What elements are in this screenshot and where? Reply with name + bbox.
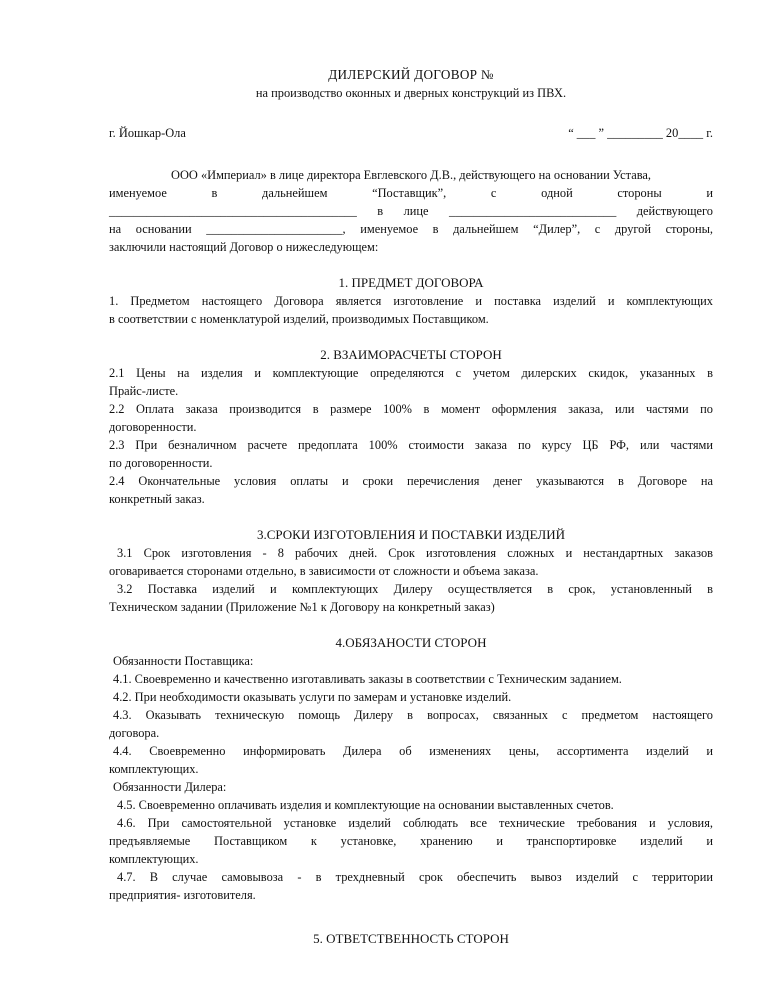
intro-line: ООО «Империал» в лице директора Евглевского Д.В., действующего на основании Устава, <box>171 168 651 182</box>
city: г. Йошкар-Ола <box>109 126 186 140</box>
clause-line: комплектующих. <box>109 762 199 776</box>
clause-line: оговаривается сторонами отдельно, в зависимости от сложности и объема заказа. <box>109 564 539 578</box>
intro-line: на основании ______________________, именуемое в дальнейшем “Дилер”, с другой стороны, <box>109 222 713 236</box>
dealer-duties-heading: Обязанности Дилера: <box>113 780 227 794</box>
clause-line: 2.3 При безналичном расчете предоплата 100% стоимости заказа по курсу ЦБ РФ, или частями <box>109 438 713 452</box>
place-date-row <box>109 124 713 142</box>
intro-line: ________________________________________ в лице ___________________________ действующего <box>109 204 713 218</box>
clause-line: 4.6. При самостоятельной установке изделий соблюдать все технические требования и условия, <box>117 816 713 830</box>
contract-date: “ ___ ” _________ 20____ г. <box>568 126 713 140</box>
clause-line: 3.1 Срок изготовления - 8 рабочих дней. Срок изготовления сложных и нестандартных заказов <box>117 546 713 560</box>
section-3-title: 3.СРОКИ ИЗГОТОВЛЕНИЯ И ПОСТАВКИ ИЗДЕЛИЙ <box>256 527 566 542</box>
clause-line: предъявляемые Поставщиком к установке, хранению и транспортировке изделий и <box>109 834 713 848</box>
clause-line: 3.2 Поставка изделий и комплектующих Дилеру осуществляется в срок, установленный в <box>117 582 713 596</box>
section-4-title: 4.ОБЯЗАНОСТИ СТОРОН <box>335 635 487 650</box>
section-4-body <box>109 652 713 904</box>
clause-line: договора. <box>109 726 160 740</box>
clause-line: 2.1 Цены на изделия и комплектующие определяются с учетом дилерских скидок, указанных в <box>109 366 713 380</box>
section-1-title: 1. ПРЕДМЕТ ДОГОВОРА <box>338 275 484 290</box>
clause-line: в соответствии с номенклатурой изделий, производимых Поставщиком. <box>109 312 489 326</box>
clause-line: Техническом задании (Приложение №1 к Договору на конкретный заказ) <box>109 600 495 614</box>
section-3-body <box>109 544 713 616</box>
clause-line: 1. Предметом настоящего Договора является изготовление и поставка изделий и комплектующих <box>109 294 713 308</box>
intro-line: именуемое в дальнейшем “Поставщик”, с одной стороны и <box>109 186 713 200</box>
clause-line: конкретный заказ. <box>109 492 205 506</box>
section-1-body <box>109 292 713 328</box>
document-subtitle: на производство оконных и дверных конструкций из ПВХ. <box>255 86 567 100</box>
clause-line: по договоренности. <box>109 456 213 470</box>
clause-line: комплектующих. <box>109 852 199 866</box>
clause-line: предприятия- изготовителя. <box>109 888 256 902</box>
contract-page <box>109 60 713 948</box>
clause-line: Прайс-листе. <box>109 384 179 398</box>
intro-line: заключили настоящий Договор о нижеследующем: <box>109 240 379 254</box>
section-5-title: 5. ОТВЕТСТВЕННОСТЬ СТОРОН <box>313 931 509 946</box>
clause-line: 4.1. Своевременно и качественно изготавливать заказы в соответствии с Техническим заданием. <box>113 672 622 686</box>
clause-line: 4.7. В случае самовывоза - в трехдневный срок обеспечить вывоз изделий с территории <box>117 870 713 884</box>
clause-line: договоренности. <box>109 420 197 434</box>
section-2-title: 2. ВЗАИМОРАСЧЕТЫ СТОРОН <box>320 347 502 362</box>
intro-paragraph <box>109 166 713 256</box>
clause-line: 4.4. Своевременно информировать Дилера об изменениях цены, ассортимента изделий и <box>113 744 713 758</box>
document-title: ДИЛЕРСКИЙ ДОГОВОР № <box>328 67 494 82</box>
clause-line: 2.2 Оплата заказа производится в размере 100% в момент оформления заказа, или частями по <box>109 402 713 416</box>
clause-line: 4.3. Оказывать техническую помощь Дилеру в вопросах, связанных с предметом настоящего <box>113 708 713 722</box>
clause-line: 2.4 Окончательные условия оплаты и сроки перечисления денег указываются в Договоре на <box>109 474 713 488</box>
clause-line: 4.2. При необходимости оказывать услуги по замерам и установке изделий. <box>113 690 512 704</box>
section-2-body <box>109 364 713 508</box>
supplier-duties-heading: Обязанности Поставщика: <box>113 654 254 668</box>
clause-line: 4.5. Своевременно оплачивать изделия и комплектующие на основании выставленных счетов. <box>117 798 614 812</box>
